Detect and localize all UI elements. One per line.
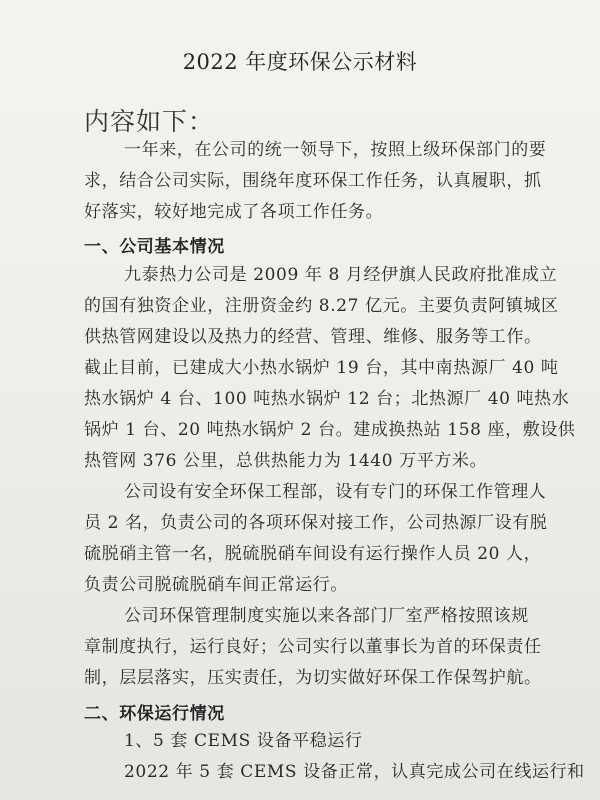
intro-line-3: 好落实，较好地完成了各项工作任务。 [84,202,384,222]
section-2-line-1: 2022 年 5 套 CEMS 设备正常，认真完成公司在线运行和 [124,762,585,782]
section-1-para-1-line-4: 截止目前，已建成大小热水锅炉 19 台，其中南热源厂 40 吨 [84,358,559,378]
intro-line-2: 求，结合公司实际，围绕年度环保工作任务，认真履职，抓 [84,171,542,191]
section-1-para-1-line-5: 热水锅炉 4 台、100 吨热水锅炉 12 台；北热源厂 40 吨热水 [84,389,570,409]
section-1-para-2-line-2: 员 2 名，负责公司的各项环保对接工作，公司热源厂设有脱 [84,513,548,533]
section-1-para-3-line-3: 制，层层落实，压实责任，为切实做好环保工作保驾护航。 [84,668,542,688]
section-1-para-2-line-1: 公司设有安全环保工程部，设有专门的环保工作管理人 [124,482,547,502]
section-1-para-2-line-4: 负责公司脱硫脱硝车间正常运行。 [84,575,348,595]
section-1-para-1-line-1: 九泰热力公司是 2009 年 8 月经伊旗人民政府批准成立 [124,265,558,285]
section-2-title: 二、环保运行情况 [84,704,225,724]
section-1-para-3-line-2: 章制度执行，运行良好；公司实行以董事长为首的环保责任 [84,637,542,657]
section-1-title: 一、公司基本情况 [84,237,225,257]
section-1-para-1-line-2: 的国有独资企业，注册资金约 8.27 亿元。主要负责阿镇城区 [84,296,559,316]
section-1-para-1-line-6: 锅炉 1 台、20 吨热水锅炉 2 台。建成换热站 158 座，敷设供 [84,420,576,440]
document-title: 2022 年度环保公示材料 [182,50,418,74]
section-1-para-2-line-3: 硫脱硝主管一名，脱硫脱硝车间设有运行操作人员 20 人， [84,544,542,564]
section-1-para-1-line-3: 供热管网建设以及热力的经营、管理、维修、服务等工作。 [84,327,542,347]
intro-heading: 内容如下： [84,107,215,136]
section-2-subheading-1: 1、5 套 CEMS 设备平稳运行 [124,731,363,751]
section-1-para-1-line-7: 热管网 376 公里，总供热能力为 1440 万平方米。 [84,451,488,471]
section-1-para-3-line-1: 公司环保管理制度实施以来各部门厂室严格按照该规 [124,606,529,626]
intro-line-1: 一年来，在公司的统一领导下，按照上级环保部门的要 [124,140,547,160]
